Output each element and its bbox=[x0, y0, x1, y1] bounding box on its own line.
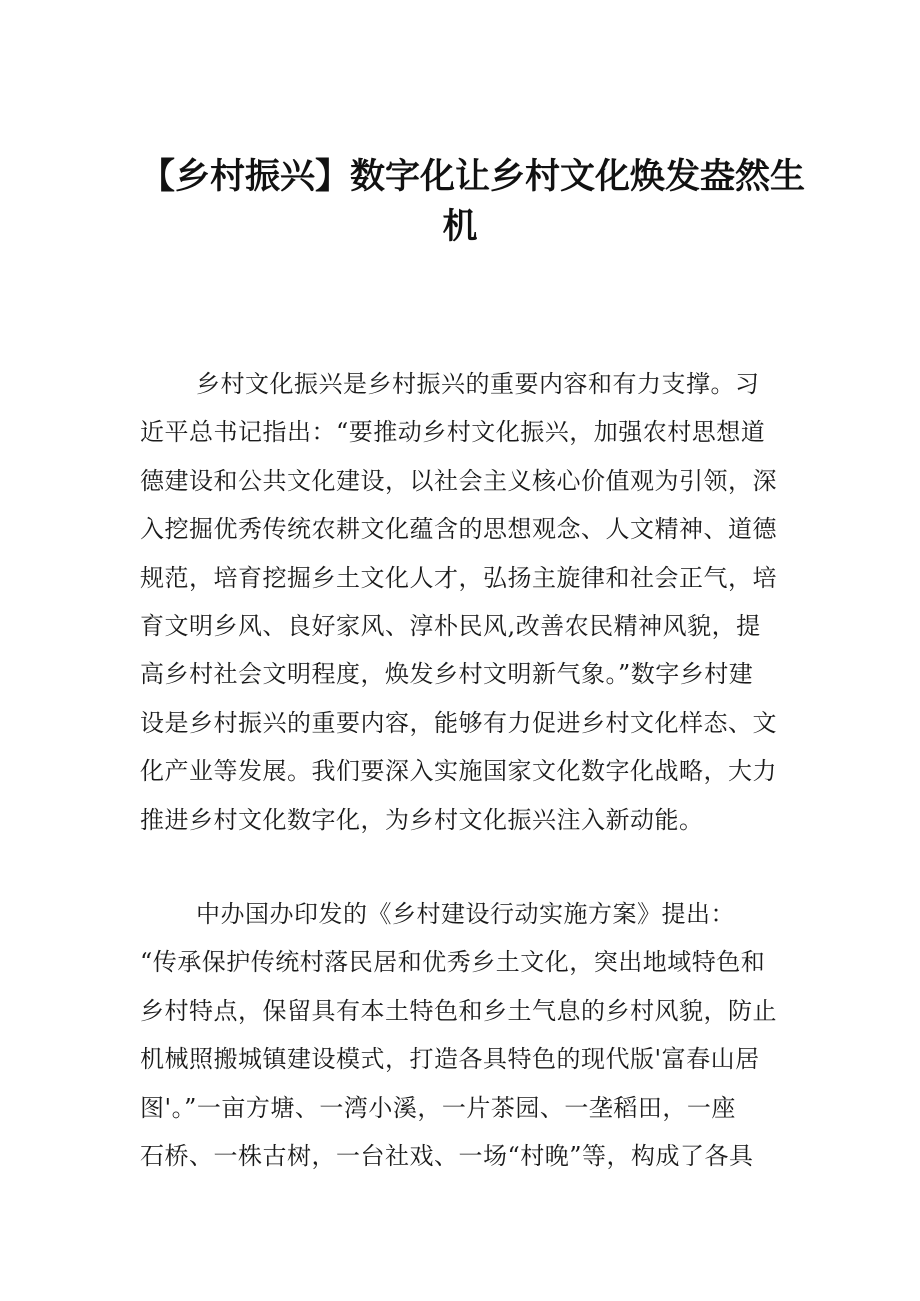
paragraph-line: 机械照搬城镇建设模式，打造各具特色的现代版'富春山居 bbox=[140, 1045, 760, 1074]
paragraph-line: 入挖掘优秀传统农耕文化蕴含的思想观念、人文精神、道德 bbox=[140, 515, 777, 544]
document-title-line-1: 【乡村振兴】数字化让乡村文化焕发盎然生 bbox=[140, 157, 806, 197]
paragraph-line: 图'。”一亩方塘、一湾小溪，一片茶园、一垄稻田，一座 bbox=[140, 1093, 736, 1122]
paragraph-line: 乡村文化振兴是乡村振兴的重要内容和有力支撑。习 bbox=[196, 370, 760, 398]
paragraph-line: 育文明乡风、良好家风、淳朴民风,改善农民精神风貌，提 bbox=[140, 612, 761, 641]
paragraph-line: 德建设和公共文化建设，以社会主义核心价值观为引领，深 bbox=[140, 466, 777, 495]
paragraph-line: 推进乡村文化数字化，为乡村文化振兴注入新动能。 bbox=[140, 805, 704, 834]
paragraph-line: 中办国办印发的《乡村建设行动实施方案》提出： bbox=[196, 900, 735, 928]
paragraph-line: 近平总书记指出：“要推动乡村文化振兴，加强农村思想道 bbox=[140, 418, 766, 447]
paragraph-line: 高乡村社会文明程度，焕发乡村文明新气象。”数字乡村建 bbox=[140, 660, 754, 689]
paragraph-line: 设是乡村振兴的重要内容，能够有力促进乡村文化样态、文 bbox=[140, 708, 777, 737]
paragraph-line: 化产业等发展。我们要深入实施国家文化数字化战略，大力 bbox=[140, 757, 777, 786]
paragraph-line: 规范，培育挖掘乡土文化人才，弘扬主旋律和社会正气，培 bbox=[140, 563, 777, 592]
paragraph-2 bbox=[140, 890, 785, 1180]
paragraph-line: 乡村特点，保留具有本土特色和乡土气息的乡村风貌，防止 bbox=[140, 996, 777, 1025]
paragraph-line: “传承保护传统村落民居和优秀乡土文化，突出地域特色和 bbox=[140, 948, 766, 977]
document-title-line-2: 机 bbox=[442, 207, 478, 247]
paragraph-line: 石桥、一株古树，一台社戏、一场“村晚”等，构成了各具 bbox=[140, 1142, 754, 1171]
paragraph-1 bbox=[140, 360, 785, 844]
